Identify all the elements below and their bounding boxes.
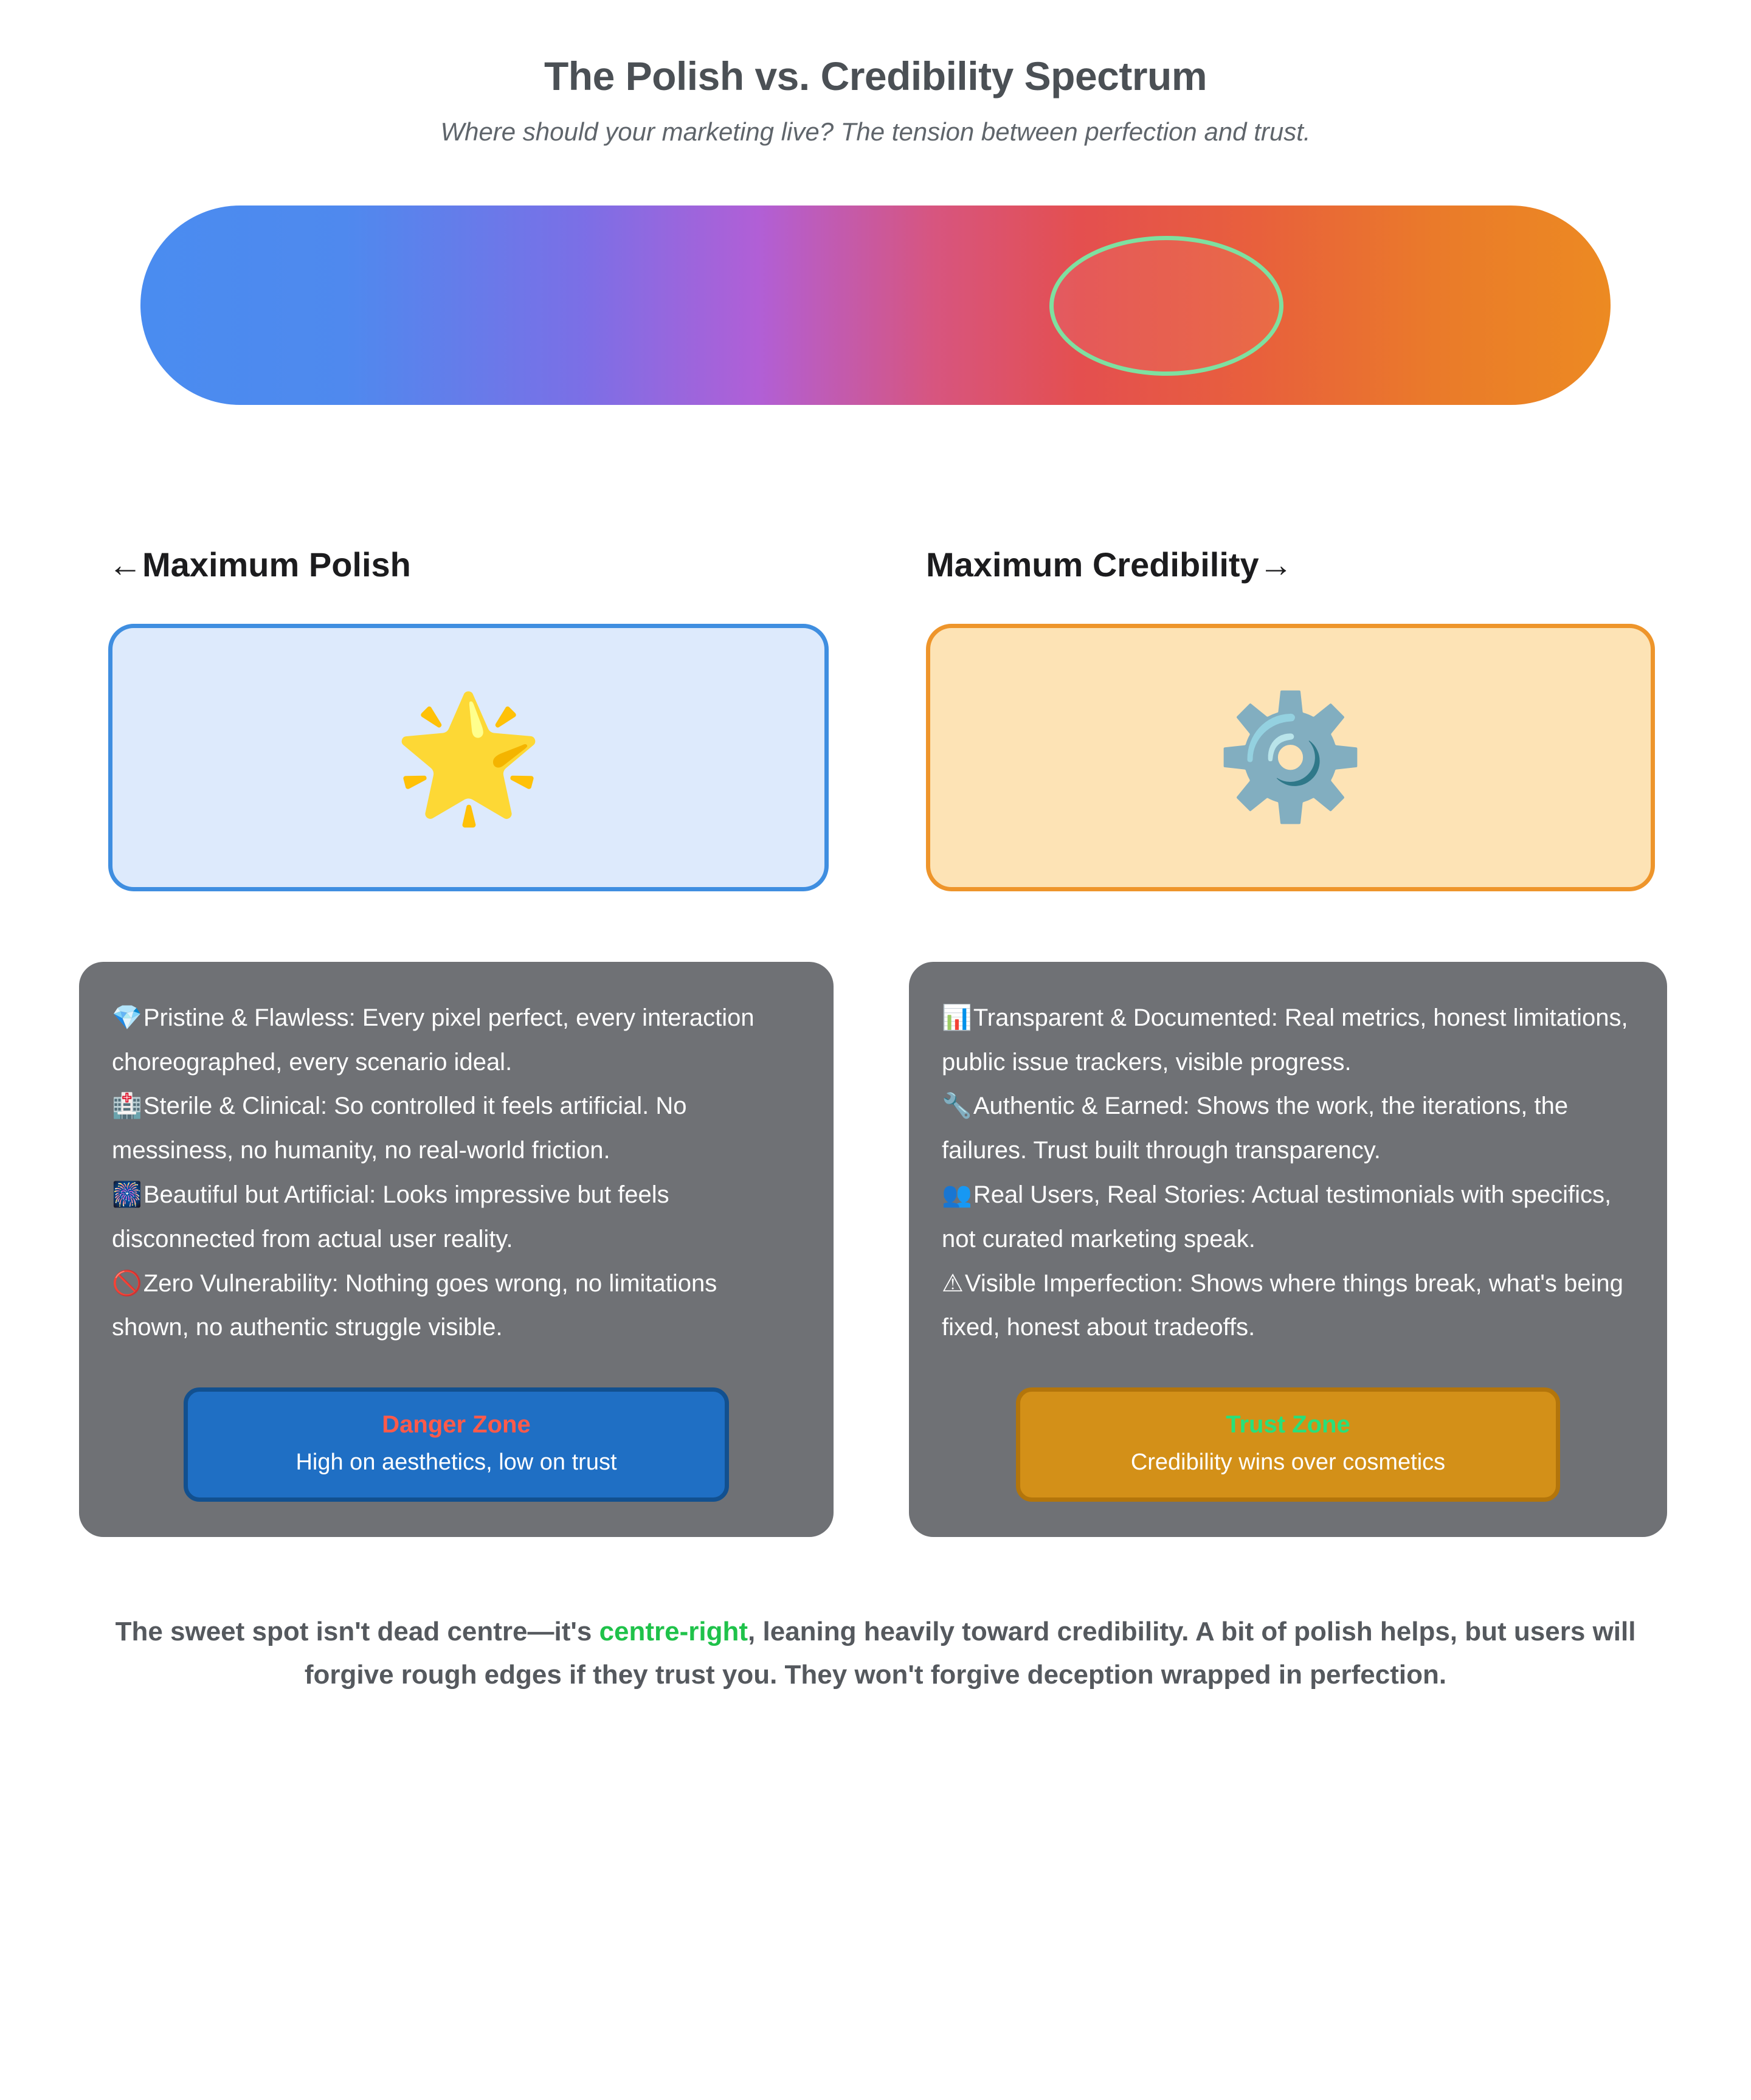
polish-bullet-list [112, 996, 801, 1350]
trust-zone-subtitle: Credibility wins over cosmetics [1130, 1449, 1446, 1476]
list-item-text: Pristine & Flawless: Every pixel perfect, every interaction choreographed, every scenario ideal. [112, 1004, 755, 1076]
sweet-spot-marker-icon [1049, 236, 1283, 376]
list-item-text: Sterile & Clinical: So controlled it feels artificial. No messiness, no humanity, no real-world friction. [112, 1093, 687, 1164]
danger-zone-subtitle: High on aesthetics, low on trust [295, 1449, 617, 1476]
polish-detail-panel [79, 962, 834, 1537]
spectrum-gradient-bar [140, 206, 1611, 405]
list-item [942, 1181, 1611, 1252]
prohibited-icon: 🚫 [112, 1269, 142, 1297]
gear-icon: ⚙️ [1214, 689, 1367, 825]
credibility-visual-card [926, 624, 1655, 891]
list-item-text: Transparent & Documented: Real metrics, honest limitations, public issue trackers, visible progress. [942, 1004, 1628, 1076]
list-item [942, 1270, 1623, 1341]
column-maximum-polish [79, 546, 842, 1537]
footer-conclusion [91, 1610, 1660, 1697]
trust-zone-title: Trust Zone [1226, 1411, 1350, 1439]
diamond-icon: 💎 [112, 1004, 142, 1031]
list-item [112, 1004, 755, 1076]
hospital-icon: 🏥 [112, 1093, 142, 1120]
list-item [942, 1093, 1568, 1164]
header [0, 0, 1751, 147]
list-item [942, 1004, 1628, 1076]
list-item-text: Visible Imperfection: Shows where things break, what's being fixed, honest about tradeoffs. [942, 1269, 1623, 1341]
sparkle-star-icon: 🌟 [392, 689, 545, 825]
list-item-text: Zero Vulnerability: Nothing goes wrong, no limitations shown, no authentic struggle visible. [112, 1269, 717, 1341]
polish-visual-card [108, 624, 829, 891]
list-item [112, 1093, 687, 1164]
page-subtitle: Where should your marketing live? The tension between perfection and trust. [440, 117, 1311, 146]
page-title: The Polish vs. Credibility Spectrum [544, 54, 1207, 98]
list-item-text: Real Users, Real Stories: Actual testimonials with specifics, not curated marketing speak. [942, 1181, 1612, 1252]
column-maximum-credibility [909, 546, 1672, 1537]
list-item-text: Beautiful but Artificial: Looks impressive but feels disconnected from actual user reality. [112, 1181, 669, 1252]
trust-zone-badge [1016, 1387, 1560, 1502]
danger-zone-badge [184, 1387, 729, 1502]
credibility-detail-panel [909, 962, 1667, 1537]
wrench-icon: 🔧 [942, 1093, 972, 1120]
credibility-heading: Maximum Credibility→ [926, 545, 1293, 584]
polish-heading: ←Maximum Polish [108, 545, 411, 584]
danger-zone-title: Danger Zone [382, 1411, 531, 1439]
users-icon: 👥 [942, 1181, 972, 1209]
footer-text-part-1: The sweet spot isn't dead centre—it's [115, 1616, 599, 1646]
credibility-bullet-list [942, 996, 1634, 1350]
list-item-text: Authentic & Earned: Shows the work, the iterations, the failures. Trust built through transparency. [942, 1093, 1569, 1164]
spectrum-container [140, 206, 1611, 405]
footer-text-part-2: , leaning heavily toward credibility. A bit of polish helps, but users will forgive rough edges if they trust you. They won't forgive deception wrapped in perfection. [304, 1616, 1636, 1690]
bar-chart-icon: 📊 [942, 1004, 972, 1031]
fireworks-icon: 🎆 [112, 1181, 142, 1209]
list-item [112, 1270, 717, 1341]
comparison-columns [0, 546, 1751, 1537]
list-item [112, 1181, 669, 1252]
footer-highlight: centre-right [599, 1616, 748, 1646]
warning-icon: ⚠ [942, 1269, 964, 1297]
